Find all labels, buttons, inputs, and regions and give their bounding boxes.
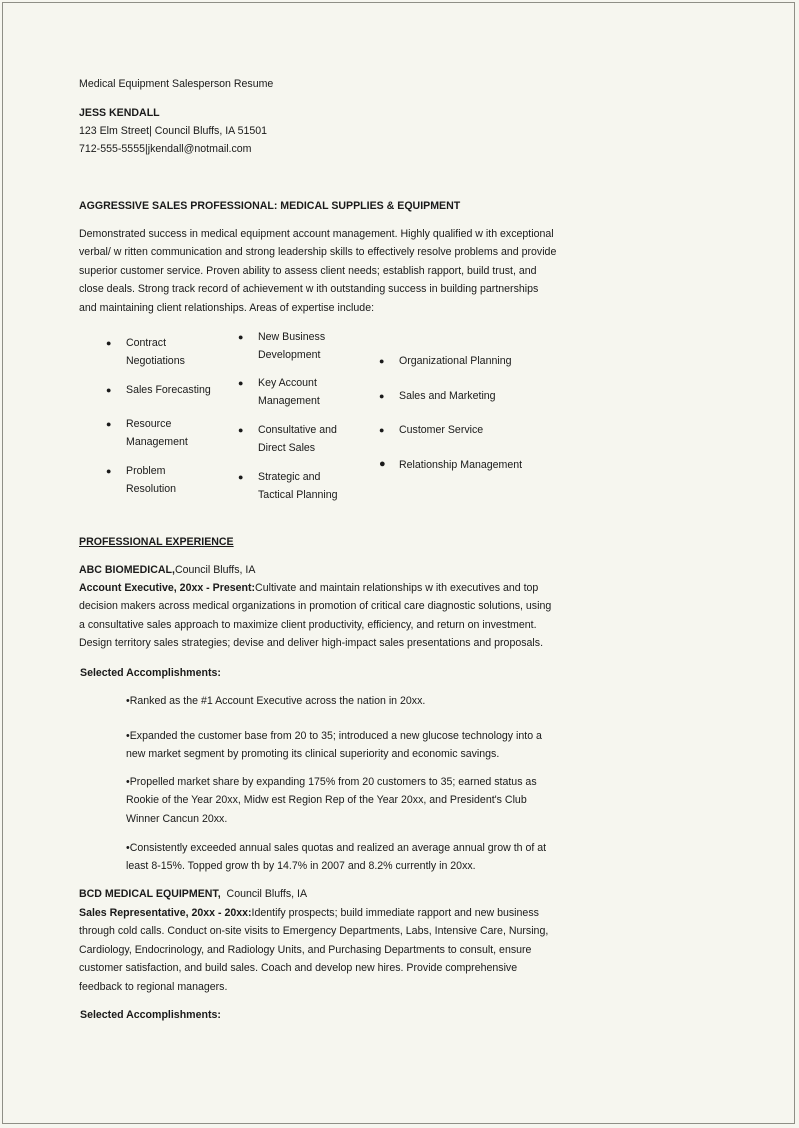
skill-item: Resource Management	[126, 418, 188, 449]
summary-heading: AGGRESSIVE SALES PROFESSIONAL: MEDICAL SUPPLIES & EQUIPMENT	[79, 200, 461, 212]
accomplishments-heading: Selected Accomplishments:	[80, 1009, 221, 1021]
accomplishment-item: •Expanded the customer base from 20 to 35; introduced a new glucose technology into a new market segment by promoting its clinical superiority and economic savings.	[126, 730, 542, 761]
bullet-icon: ●	[238, 332, 244, 342]
bullet-icon: ●	[106, 466, 112, 476]
accomplishments-heading: Selected Accomplishments:	[80, 667, 221, 679]
bullet-icon: ●	[379, 458, 386, 470]
bullet-icon: ●	[106, 338, 112, 348]
bullet-icon: ●	[379, 391, 385, 401]
summary-line: verbal/ w ritten communication and strong leadership skills to effectively resolve problems and provide	[79, 246, 557, 259]
skill-item: Key Account Management	[258, 377, 320, 408]
bullet-icon: ●	[238, 472, 244, 482]
accomplishment-item: •Consistently exceeded annual sales quotas and realized an average annual grow th of at least 8-15%. Topped grow th by 14.7% in 2007 and 8.2% currently in 20xx.	[126, 842, 547, 873]
summary-line: and maintaining client relationships. Areas of expertise include:	[79, 301, 375, 314]
company-name: ABC BIOMEDICAL,	[79, 564, 175, 576]
accomplishment-item: •Ranked as the #1 Account Executive across the nation in 20xx.	[126, 695, 426, 707]
job-title: Sales Representative, 20xx - 20xx:	[79, 907, 252, 919]
summary-line: superior customer service. Proven ability to assess client needs; establish rapport, build trust, and	[79, 264, 537, 277]
skill-item: Sales Forecasting	[126, 384, 211, 396]
summary-line: close deals. Strong track record of achievement w ith outstanding success in building partnerships	[79, 283, 539, 296]
job-title: Account Executive, 20xx - Present:	[79, 582, 256, 594]
skill-item: Consultative and Direct Sales	[258, 424, 337, 455]
job-description: Sales Representative, 20xx - 20xx:Identify prospects; build immediate rapport and new business through cold calls. Conduct on-site visits to Emergency Departments, Labs, Intensive Care, Nursing, Cardiology, Endocrinology, and Radiology Units, and Purchasing Departments to consult, ensure customer satisfaction, and build sales. Coach and develop new hires. Provide comprehensive feedback to regional managers.	[79, 907, 549, 993]
skill-item: Relationship Management	[399, 459, 523, 471]
skill-item: Organizational Planning	[399, 355, 512, 367]
job-company-line	[79, 561, 255, 579]
bullet-icon: ●	[238, 425, 244, 435]
job-description: Account Executive, 20xx - Present:Cultivate and maintain relationships w ith executives and top decision makers across medical organizations in promotion of critical care diagnostic solutions, using a consultative sales approach to maximize client productivity, efficiency, and return on investment. Design territory sales strategies; devise and deliver high-impact sales presentations and proposals.	[79, 582, 552, 650]
skill-item: Contract Negotiations	[126, 337, 185, 368]
skill-item: Strategic and Tactical Planning	[258, 471, 338, 502]
skill-item: Customer Service	[399, 424, 484, 436]
skill-item: Problem Resolution	[126, 465, 177, 496]
skill-item: New Business Development	[258, 331, 326, 362]
bullet-icon: ●	[106, 419, 112, 429]
contact-phone-email: 712-555-5555|jkendall@notmail.com	[79, 143, 252, 155]
document-title: Medical Equipment Salesperson Resume	[79, 78, 274, 90]
company-location: Council Bluffs, IA	[174, 564, 256, 576]
bullet-icon: ●	[106, 385, 112, 395]
skill-item: Sales and Marketing	[399, 390, 496, 402]
company-location: Council Bluffs, IA	[226, 888, 308, 900]
bullet-icon: ●	[238, 378, 244, 388]
job-company-line	[79, 885, 307, 903]
company-name: BCD MEDICAL EQUIPMENT,	[79, 888, 221, 900]
summary-line: Demonstrated success in medical equipment account management. Highly qualified w ith exceptional	[79, 228, 554, 240]
candidate-name: JESS KENDALL	[79, 107, 160, 119]
bullet-icon: ●	[379, 425, 385, 435]
contact-address: 123 Elm Street| Council Bluffs, IA 51501	[79, 125, 268, 137]
accomplishment-item: •Propelled market share by expanding 175% from 20 customers to 35; earned status as Rookie of the Year 20xx, Midw est Region Rep of the Year 20xx, and President's Club Winner Cancun 20xx.	[126, 776, 537, 825]
experience-heading: PROFESSIONAL EXPERIENCE	[79, 536, 234, 548]
bullet-icon: ●	[379, 356, 385, 366]
summary-paragraph	[79, 225, 569, 317]
